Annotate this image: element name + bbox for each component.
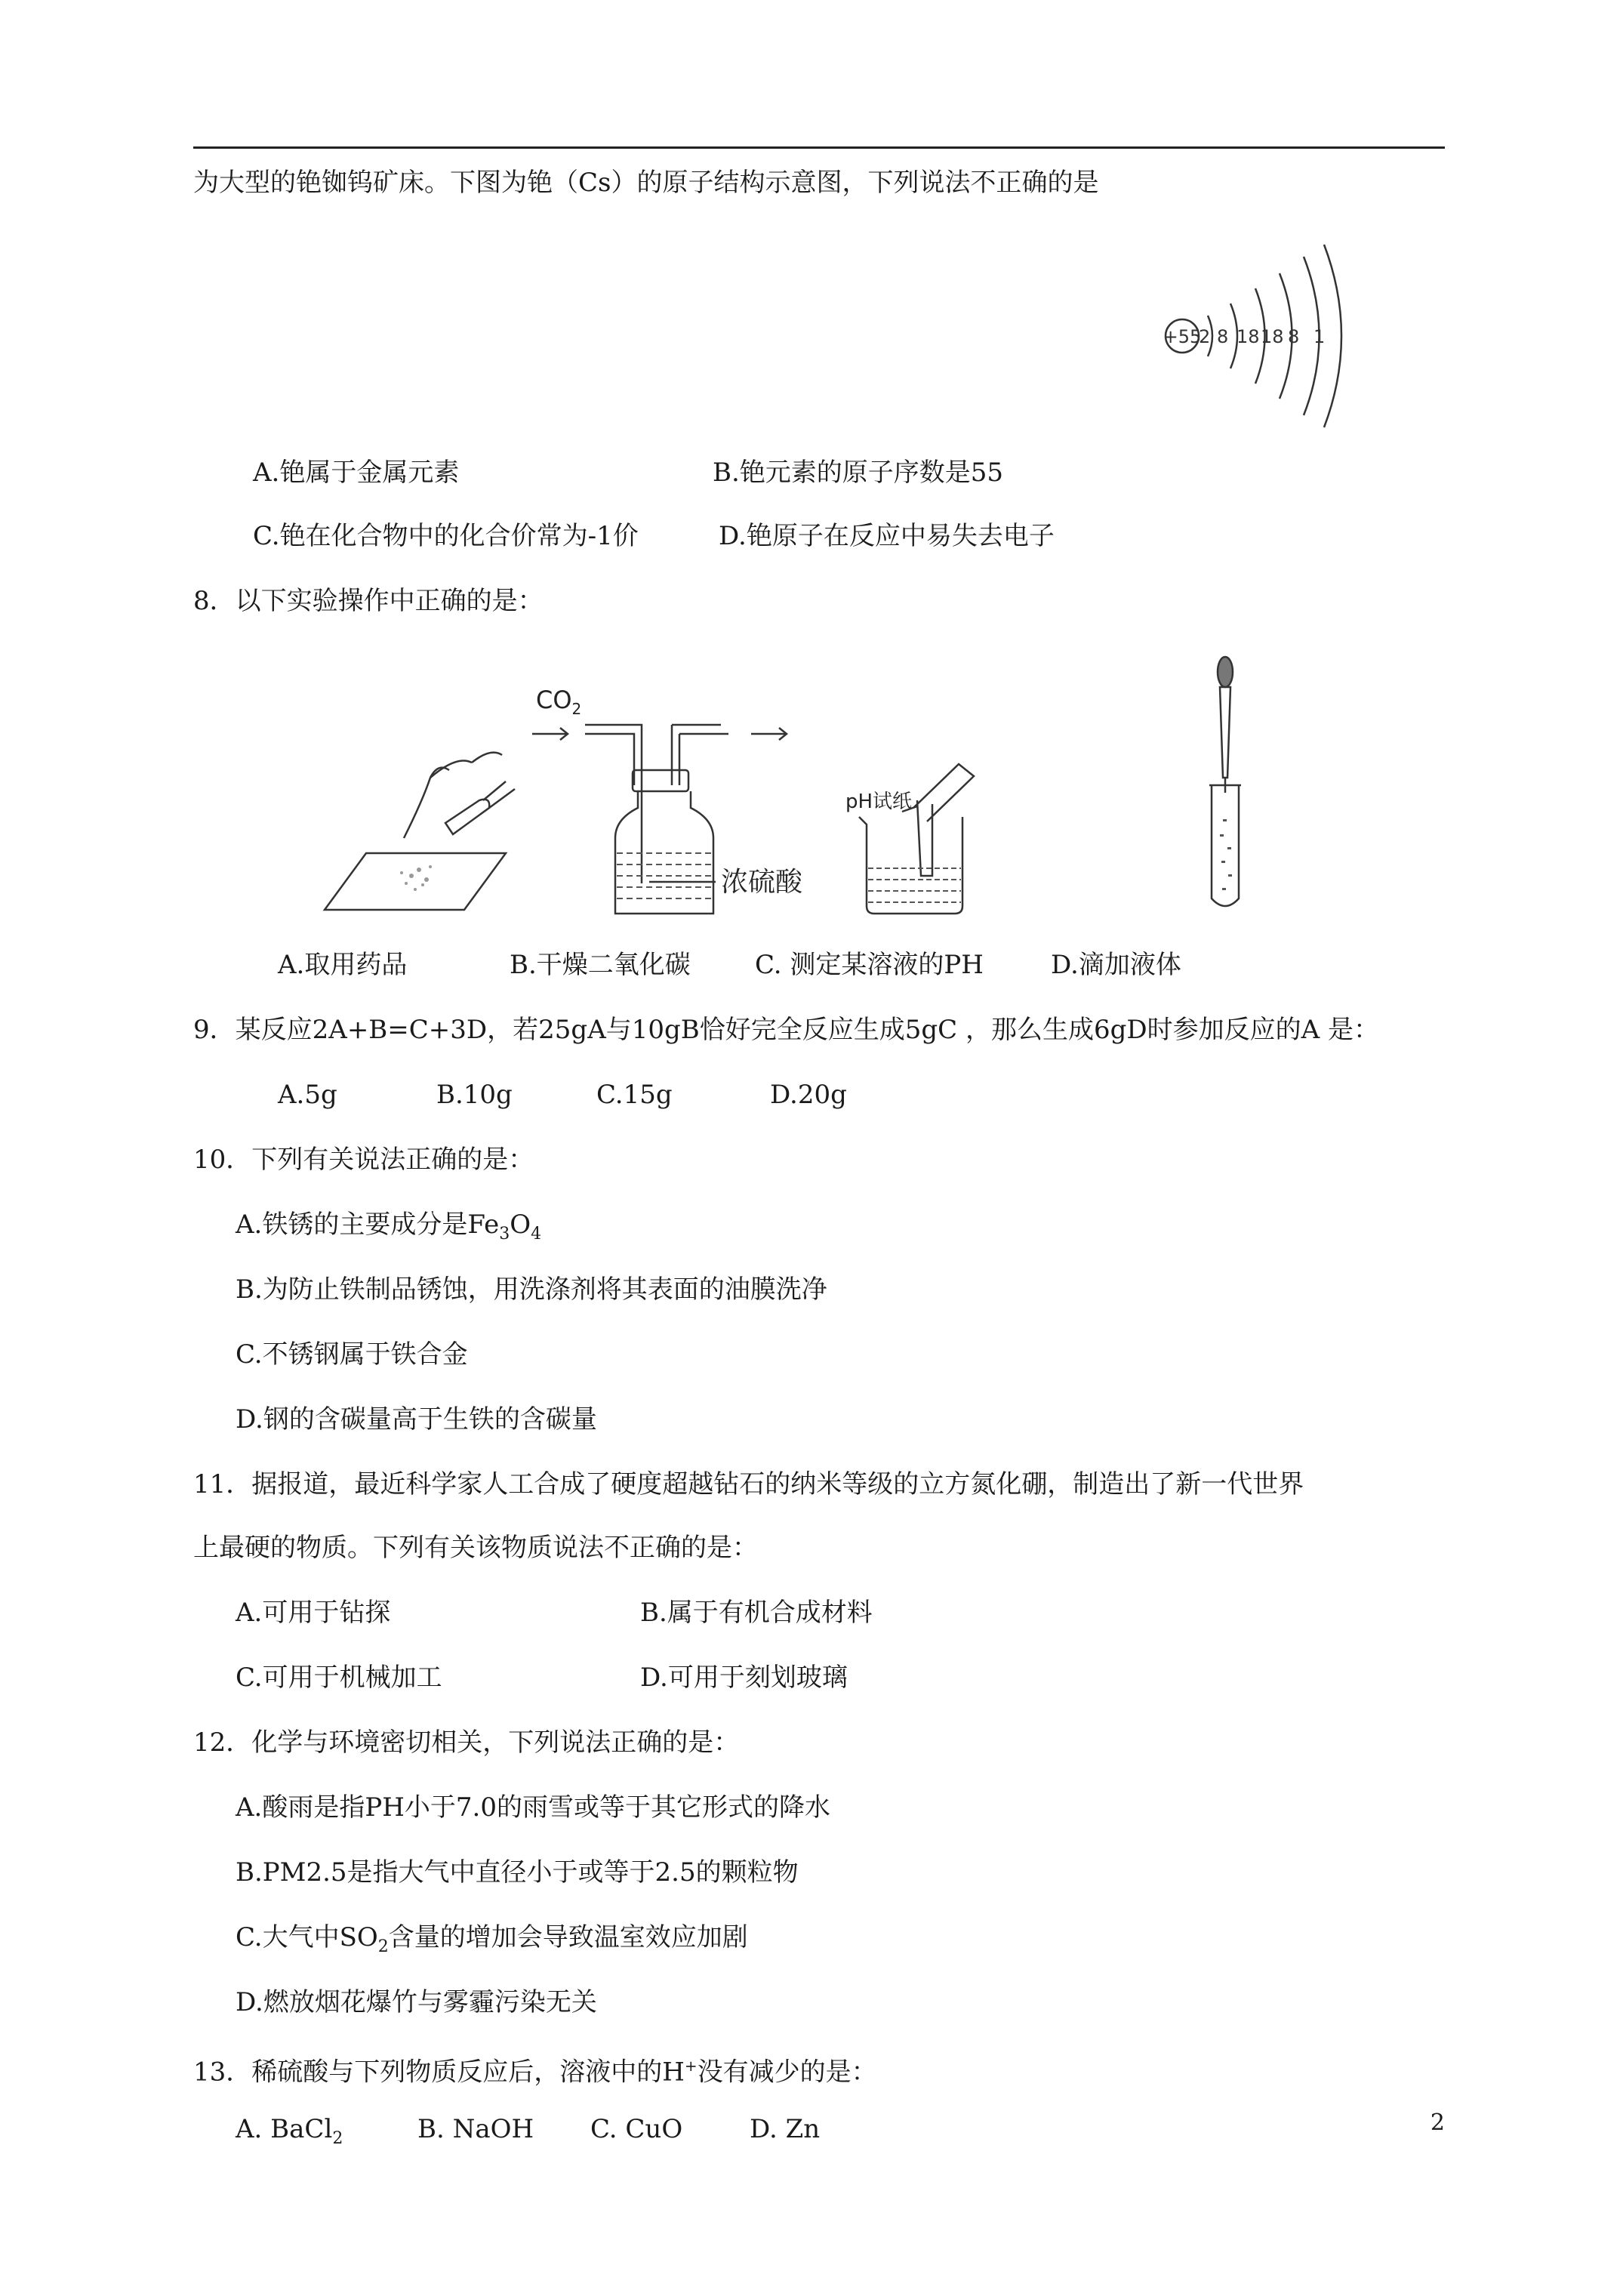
shell-6-count: 1 xyxy=(1313,326,1326,347)
q10-option-b: B.为防止铁制品锈蚀，用洗涤剂将其表面的油膜洗净 xyxy=(236,1274,827,1305)
test-tube-liquid xyxy=(1220,819,1232,890)
q11-option-a: A.可用于钻探 xyxy=(236,1598,391,1628)
shell-2-count: 8 xyxy=(1217,326,1229,347)
q7-stem: 为大型的铯铷钨矿床。下图为铯（Cs）的原子结构示意图，下列说法不正确的是 xyxy=(193,168,1099,198)
q8-stem: 8．以下实验操作中正确的是： xyxy=(193,586,544,616)
co2-label: $CO_2$ xyxy=(536,686,582,718)
q9-stem: 9．某反应2A+B=C+3D，若25gA与10gB恰好完全反应生成5gC ，那么生成6gD时参加反应的A 是： xyxy=(193,1015,1380,1045)
q12-option-b: B.PM2.5是指大气中直径小于或等于2.5的颗粒物 xyxy=(236,1857,799,1888)
q10-option-a: A.铁锈的主要成分是$Fe_3O_4$ xyxy=(236,1210,542,1244)
cesium-atom-diagram xyxy=(1155,242,1351,430)
q10-option-c: C.不锈钢属于铁合金 xyxy=(236,1339,468,1370)
page-number: 2 xyxy=(1430,2110,1445,2136)
q13-stem: 13．稀硫酸与下列物质反应后，溶液中的H+没有减少的是： xyxy=(193,2057,877,2088)
q11-stem-line1: 11．据报道，最近科学家人工合成了硬度超越钻石的纳米等级的立方氮化硼，制造出了新一代世界 xyxy=(193,1469,1304,1499)
q10-stem: 10．下列有关说法正确的是： xyxy=(193,1145,534,1175)
q12-option-a: A.酸雨是指PH小于7.0的雨雪或等于其它形式的降水 xyxy=(236,1792,830,1823)
q11-option-b: B.属于有机合成材料 xyxy=(640,1598,873,1628)
q7-option-b: B.铯元素的原子序数是55 xyxy=(713,458,1004,488)
q8-option-b: B.干燥二氧化碳 xyxy=(510,950,691,980)
q8-lab-figure xyxy=(317,649,1283,921)
q9-option-c: C.15g xyxy=(596,1080,673,1110)
q13-option-c: C. CuO xyxy=(590,2114,683,2144)
q9-option-d: D.20g xyxy=(770,1080,847,1110)
fig-d-dropper xyxy=(1209,657,1241,906)
q13-option-b: B. NaOH xyxy=(417,2114,534,2144)
q9-option-b: B.10g xyxy=(436,1080,513,1110)
q7-option-a: A.铯属于金属元素 xyxy=(253,458,460,488)
shell-3-count: 18 xyxy=(1236,326,1260,347)
acid-liquid xyxy=(617,853,712,898)
nucleus-label: +55 xyxy=(1163,326,1202,347)
shell-4-count: 18 xyxy=(1261,326,1284,347)
q10-option-d: D.钢的含碳量高于生铁的含碳量 xyxy=(236,1404,597,1435)
header-rule xyxy=(193,146,1445,149)
q7-option-c: C.铯在化合物中的化合价常为-1价 xyxy=(253,521,639,551)
q9-option-a: A.5g xyxy=(278,1080,337,1110)
q8-option-a: A.取用药品 xyxy=(278,950,408,980)
q8-option-c: C. 测定某溶液的PH xyxy=(755,950,984,980)
fig-a-taking-reagent xyxy=(325,753,515,910)
q12-option-d: D.燃放烟花爆竹与雾霾污染无关 xyxy=(236,1987,597,2017)
acid-label: 浓硫酸 xyxy=(721,867,803,898)
fig-c-beaker xyxy=(859,764,974,914)
shell-1-count: 2 xyxy=(1199,326,1211,347)
beaker-liquid xyxy=(868,868,961,902)
q12-stem: 12．化学与环境密切相关，下列说法正确的是： xyxy=(193,1727,740,1758)
q13-option-d: D. Zn xyxy=(750,2114,821,2144)
shell-5-count: 8 xyxy=(1288,326,1300,347)
q11-option-d: D.可用于刻划玻璃 xyxy=(640,1663,848,1693)
q7-option-d: D.铯原子在反应中易失去电子 xyxy=(719,521,1055,551)
q8-option-d: D.滴加液体 xyxy=(1051,950,1181,980)
powder-spill xyxy=(400,865,432,891)
q13-option-a: A. BaCl$_2$ xyxy=(236,2114,343,2148)
ph-paper-label: pH试纸 xyxy=(845,791,913,813)
q11-stem-line2: 上最硬的物质。下列有关该物质说法不正确的是： xyxy=(193,1533,758,1563)
q11-option-c: C.可用于机械加工 xyxy=(236,1663,442,1693)
q12-option-c: C.大气中$SO_2$含量的增加会导致温室效应加剧 xyxy=(236,1922,748,1956)
